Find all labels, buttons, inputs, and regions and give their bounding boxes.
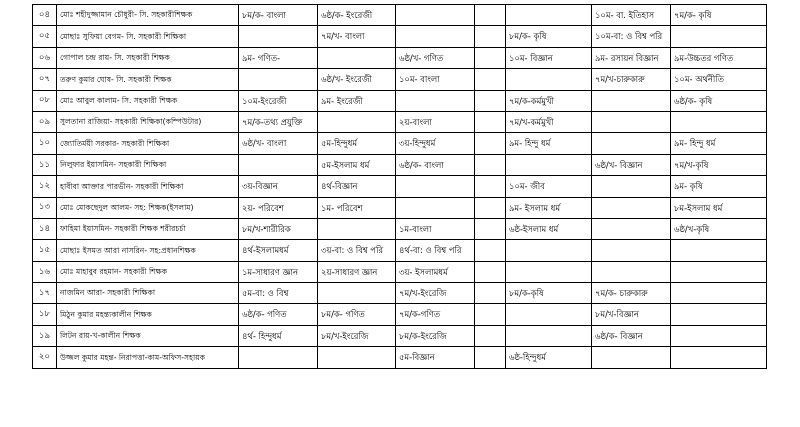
period-cell: ৮ম/ক-কৃষি (506, 283, 592, 304)
break-cell (475, 5, 506, 26)
table-row (33, 5, 767, 26)
period-cell: ৭ম/ক-গণিত (396, 304, 475, 325)
period-cell (592, 197, 671, 218)
period-cell (671, 325, 767, 346)
period-cell (396, 176, 475, 197)
period-cell (506, 325, 592, 346)
period-cell (506, 261, 592, 282)
teacher-name: মোছাঃ সুফিয়া বেগম- সি. সহকারী শিক্ষিকা (57, 26, 239, 47)
period-cell: ৮ম/খ-বিজ্ঞান (592, 304, 671, 325)
teacher-name: মোঃ শহীদুজ্জামান চৌধুরী- সি. সহকারীশিক্ষক (57, 5, 239, 26)
break-cell (475, 154, 506, 175)
period-cell: ৪র্থ-বিজ্ঞান (318, 176, 396, 197)
period-cell (671, 347, 767, 368)
period-cell (318, 283, 396, 304)
serial-number: ১৬ (33, 261, 57, 282)
teacher-name: গোপাল চন্দ্র রায়- সি. সহকারী শিক্ষক (57, 47, 239, 68)
period-cell: ৪র্থ- হিন্দুধর্ম (239, 325, 318, 346)
teacher-name: লিটন রায়-খ-কালীন শিক্ষক (57, 325, 239, 346)
period-cell (318, 47, 396, 68)
teacher-name: উজ্জল কুমার মহন্ত- নিরাপত্তা-কাম-অফিস-সহায়ক (57, 347, 239, 368)
period-cell (239, 347, 318, 368)
table-row (33, 133, 767, 154)
teacher-name: জ্যোতির্ময়ী সরকার- সহকারী শিক্ষিকা (57, 133, 239, 154)
period-cell: ৮ম/ক- কৃষি (506, 26, 592, 47)
serial-number: ১৪ (33, 218, 57, 239)
table-row (33, 261, 767, 282)
period-cell: ৮ম/ক-ইংরেজি (396, 325, 475, 346)
period-cell (592, 347, 671, 368)
table-row (33, 47, 767, 68)
serial-number: ১৮ (33, 304, 57, 325)
teacher-name: মোঃ মাহাবুব রহমান- সহকারী শিক্ষক (57, 261, 239, 282)
period-cell: ৭ম/ক-তথ্য প্রযুক্তি (239, 111, 318, 132)
serial-number: ০৬ (33, 47, 57, 68)
period-cell: ৩য়-বিজ্ঞান (239, 176, 318, 197)
break-cell (475, 133, 506, 154)
period-cell: ১ম-বাংলা (396, 218, 475, 239)
teacher-name: হাবীবা আক্তার পারভীন- সহকারী শিক্ষিকা (57, 176, 239, 197)
table-row (33, 283, 767, 304)
period-cell: ৯ম- কৃষি (671, 176, 767, 197)
period-cell (506, 240, 592, 261)
period-cell (671, 240, 767, 261)
break-cell (475, 325, 506, 346)
period-cell: ৭ম/ক- চারুকারু (592, 283, 671, 304)
period-cell (506, 154, 592, 175)
period-cell (318, 218, 396, 239)
period-cell: ৬ষ্ঠ/ক- বাংলা (396, 154, 475, 175)
teacher-name: সুলতানা রাজিয়া- সহকারী শিক্ষিকা(কম্পিউটার) (57, 111, 239, 132)
period-cell (506, 69, 592, 90)
period-cell (239, 154, 318, 175)
serial-number: ১৩ (33, 197, 57, 218)
break-cell (475, 90, 506, 111)
serial-number: ১৭ (33, 283, 57, 304)
period-cell: ১০ম- বাংলা (396, 69, 475, 90)
period-cell: ৬ষ্ঠ/খ- বাংলা (239, 133, 318, 154)
period-cell: ৭ম/ক-কর্মমুখী (506, 90, 592, 111)
period-cell: ৯ম- হিন্দু ধর্ম (671, 133, 767, 154)
period-cell: ১০ম-বা: ও বিশ্ব পরি (592, 26, 671, 47)
period-cell: ১০ম- বিজ্ঞান (506, 47, 592, 68)
period-cell (592, 218, 671, 239)
teacher-name: নাজমিন আরা- সহকারী শিক্ষিকা (57, 283, 239, 304)
period-cell: ১০ম- জীব (506, 176, 592, 197)
table-row (33, 26, 767, 47)
table-row (33, 111, 767, 132)
teacher-name: মোঃ আবুল কালাম- সি. সহকারী শিক্ষক (57, 90, 239, 111)
period-cell: ৭ম/খ-চারুকারু (592, 69, 671, 90)
period-cell: ৫ম-হিন্দুধর্ম (318, 133, 396, 154)
period-cell: ৫ম-বা: ও বিশ্ব (239, 283, 318, 304)
break-cell (475, 218, 506, 239)
period-cell (396, 5, 475, 26)
period-cell (592, 261, 671, 282)
serial-number: ১১ (33, 154, 57, 175)
period-cell: ৬ষ্ঠ/ক- গণিত (239, 304, 318, 325)
period-cell (396, 197, 475, 218)
table-row (33, 240, 767, 261)
period-cell (592, 133, 671, 154)
break-cell (475, 111, 506, 132)
break-cell (475, 197, 506, 218)
teacher-name: মোঃ মোকছেদুল আলম- সহ: শিক্ষক(ইসলাম) (57, 197, 239, 218)
period-cell: ১ম- পরিবেশ (318, 197, 396, 218)
period-cell: ১০ম- বা. ইতিহাস (592, 5, 671, 26)
teacher-name: মোছাঃ ইসমত আরা নাসরিন- সহ:প্রধানশিক্ষক (57, 240, 239, 261)
period-cell: ২য়- পরিবেশ (239, 197, 318, 218)
period-cell: ৮ম/ক- বাংলা (239, 5, 318, 26)
serial-number: ১৯ (33, 325, 57, 346)
serial-number: ১০ (33, 133, 57, 154)
table-row (33, 218, 767, 239)
period-cell (592, 176, 671, 197)
table-row (33, 69, 767, 90)
period-cell (318, 347, 396, 368)
table-row (33, 347, 767, 368)
period-cell: ৫ম-বিজ্ঞান (396, 347, 475, 368)
period-cell: ৭ম/খ-ইংরেজি (396, 283, 475, 304)
period-cell: ৭ম/ক- কৃষি (671, 5, 767, 26)
period-cell: ৯ম-উচ্চতর গণিত (671, 47, 767, 68)
period-cell (671, 261, 767, 282)
break-cell (475, 347, 506, 368)
serial-number: ০৮ (33, 90, 57, 111)
serial-number: ০৭ (33, 69, 57, 90)
period-cell (671, 111, 767, 132)
period-cell: ৬ষ্ঠ/খ- ইংরেজী (318, 69, 396, 90)
period-cell: ৭ম/খ- বাংলা (318, 26, 396, 47)
period-cell: ২য়-বাংলা (396, 111, 475, 132)
period-cell: ১০ম- অর্থনীতি (671, 69, 767, 90)
period-cell: ৬ষ্ঠ/ক- ইংরেজী (318, 5, 396, 26)
period-cell: ৮ম-ইসলাম ধর্ম (671, 197, 767, 218)
period-cell: ৩য়- ইসলামধর্ম (396, 261, 475, 282)
period-cell (671, 283, 767, 304)
period-cell: ৯ম- ইংরেজী (318, 90, 396, 111)
period-cell (671, 26, 767, 47)
table-row (33, 154, 767, 175)
teacher-name: ফাহিমা ইয়াসমিন- সহকারী শিক্ষক শরীরচর্চা (57, 218, 239, 239)
period-cell: ৯ম- রসায়ন বিজ্ঞান (592, 47, 671, 68)
break-cell (475, 283, 506, 304)
period-cell (318, 111, 396, 132)
period-cell (506, 5, 592, 26)
serial-number: ১৫ (33, 240, 57, 261)
period-cell (239, 26, 318, 47)
period-cell: ৮ম/খ-শারীরিক (239, 218, 318, 239)
period-cell: ৯ম- গণিত- (239, 47, 318, 68)
teacher-name: নিলুফার ইয়াসমিন- সহকারী শিক্ষিকা (57, 154, 239, 175)
table-row (33, 90, 767, 111)
period-cell: ৬ষ্ঠ/ক- কৃষি (671, 90, 767, 111)
period-cell: ১০ম-ইংরেজী (239, 90, 318, 111)
break-cell (475, 26, 506, 47)
break-cell (475, 304, 506, 325)
serial-number: ০৪ (33, 5, 57, 26)
break-cell (475, 240, 506, 261)
break-cell (475, 176, 506, 197)
table-row (33, 197, 767, 218)
period-cell: ৭ম/খ-কর্মমুখী (506, 111, 592, 132)
period-cell: ৪র্থ-বা: ও বিশ্ব পরি (396, 240, 475, 261)
serial-number: ০৫ (33, 26, 57, 47)
teacher-name: তরুণ কুমার ঘোষ- সি. সহকারী শিক্ষক (57, 69, 239, 90)
period-cell: ৬ষ্ঠ/খ- গণিত (396, 47, 475, 68)
teacher-name: মিঠুন কুমার মহন্ত্যকালীন শিক্ষক (57, 304, 239, 325)
period-cell (396, 26, 475, 47)
period-cell: ৯ম- ইসলাম ধর্ম (506, 197, 592, 218)
period-cell (592, 240, 671, 261)
period-cell: ৯ম- হিন্দু ধর্ম (506, 133, 592, 154)
period-cell: ৩য়-হিন্দুধর্ম (396, 133, 475, 154)
period-cell: ৬ষ্ঠ-হিন্দুধর্ম (506, 347, 592, 368)
break-cell (475, 69, 506, 90)
period-cell: ৬ষ্ঠ/খ-কৃষি (671, 218, 767, 239)
period-cell: ৮ম/ক- গণিত (318, 304, 396, 325)
period-cell: ২য়-সাধারণ জ্ঞান (318, 261, 396, 282)
period-cell: ৬ষ্ঠ-ইসলাম ধর্ম (506, 218, 592, 239)
serial-number: ১২ (33, 176, 57, 197)
table-row (33, 176, 767, 197)
serial-number: ২০ (33, 347, 57, 368)
table-row (33, 325, 767, 346)
table-row (33, 304, 767, 325)
period-cell (239, 69, 318, 90)
period-cell: ৭ম/খ-কৃষি (671, 154, 767, 175)
period-cell: ৬ষ্ঠ/খ- বিজ্ঞান (592, 154, 671, 175)
period-cell (671, 304, 767, 325)
period-cell: ৫ম-ইসলাম ধর্ম (318, 154, 396, 175)
period-cell (396, 90, 475, 111)
period-cell: ৬ষ্ঠ/ক- বিজ্ঞান (592, 325, 671, 346)
serial-number: ০৯ (33, 111, 57, 132)
class-routine-table (32, 4, 767, 369)
period-cell (506, 304, 592, 325)
period-cell: ৪র্থ-ইসলামধর্ম (239, 240, 318, 261)
break-cell (475, 47, 506, 68)
period-cell: ৮ম/খ-ইংরেজি (318, 325, 396, 346)
period-cell (592, 111, 671, 132)
period-cell: ৩য়-বা: ও বিশ্ব পরি (318, 240, 396, 261)
break-cell (475, 261, 506, 282)
period-cell: ১ম-সাধারণ জ্ঞান (239, 261, 318, 282)
routine-body (33, 5, 767, 369)
period-cell (592, 90, 671, 111)
